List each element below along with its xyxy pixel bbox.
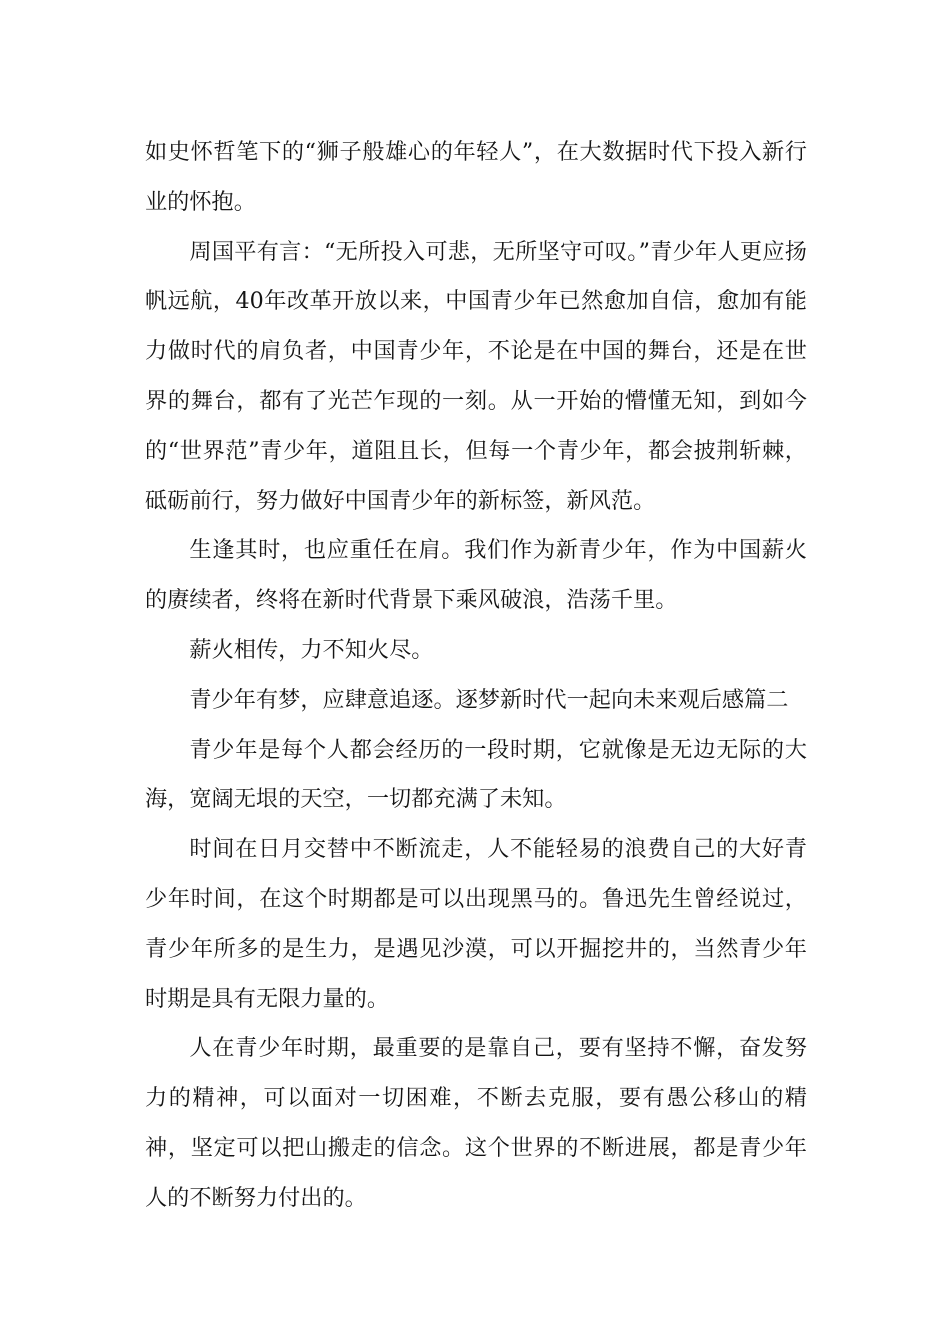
paragraph: 薪火相传，力不知火尽。 (189, 636, 434, 663)
paragraph: 如史怀哲笔下的“狮子般雄心的年轻人”，在大数据时代下投入新行业的怀抱。 (145, 139, 807, 215)
paragraph: 周国平有言：“无所投入可悲，无所坚守可叹。”青少年人更应扬帆远航，40年改革开放以来，中国青少年已然愈加自信，愈加有能力做时代的肩负者，中国青少年，不论是在中国的舞台，还是在世界的舞台，都有了光芒乍现的一刻。从一开始的懵懂无知，到如今的“世界范”青少年，道阻且长，但每一个青少年，都会披荆斩棘，砥砺前行，努力做好中国青少年的新标签，新风范。 (145, 238, 807, 514)
document-body (145, 128, 807, 1224)
paragraph: 生逢其时，也应重任在肩。我们作为新青少年，作为中国薪火的赓续者，终将在新时代背景下乘风破浪，浩荡千里。 (145, 537, 807, 614)
paragraph: 青少年是每个人都会经历的一段时期，它就像是无边无际的大海，宽阔无垠的天空，一切都充满了未知。 (145, 736, 807, 813)
paragraph: 人在青少年时期，最重要的是靠自己，要有坚持不懈，奋发努力的精神，可以面对一切困难，不断去克服，要有愚公移山的精神，坚定可以把山搬走的信念。这个世界的不断进展，都是青少年人的不断努力付出的。 (145, 1035, 807, 1211)
paragraph: 青少年有梦，应肆意追逐。逐梦新时代一起向未来观后感篇二 (189, 686, 789, 713)
paragraph: 时间在日月交替中不断流走，人不能轻易的浪费自己的大好青少年时间，在这个时期都是可以出现黑马的。鲁迅先生曾经说过，青少年所多的是生力，是遇见沙漠，可以开掘挖井的，当然青少年时期是具有无限力量的。 (145, 836, 807, 1012)
